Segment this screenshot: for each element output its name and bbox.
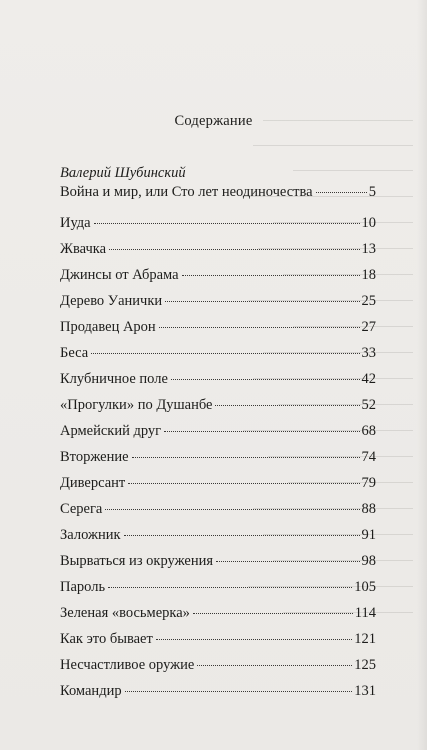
table-of-contents	[60, 184, 376, 709]
toc-entry-title: Диверсант	[60, 475, 126, 491]
toc-entry-page: 52	[361, 397, 376, 413]
toc-entry[interactable]	[60, 345, 376, 371]
toc-entry-title: Дерево Уанички	[60, 293, 163, 309]
toc-entry-page: 121	[354, 631, 376, 647]
toc-entry-title: Продавец Арон	[60, 319, 156, 335]
dot-leader	[215, 405, 359, 406]
toc-entry-title: Вторжение	[60, 449, 129, 465]
toc-entry-title: Джинсы от Абрама	[60, 267, 179, 283]
toc-entry[interactable]	[60, 371, 376, 397]
toc-entry-page: 88	[361, 501, 376, 517]
dot-leader	[108, 587, 352, 588]
toc-entry-title: «Прогулки» по Душанбе	[60, 397, 213, 413]
toc-entry-title: Жвачка	[60, 241, 107, 257]
toc-entry-page: 68	[361, 423, 376, 439]
toc-entry[interactable]	[60, 293, 376, 319]
dot-leader	[171, 379, 360, 380]
toc-entry-title: Несчастливое оружие	[60, 657, 195, 673]
dot-leader	[94, 223, 360, 224]
toc-entry[interactable]	[60, 631, 376, 657]
toc-entry-page: 10	[361, 215, 376, 231]
toc-entry[interactable]	[60, 267, 376, 293]
dot-leader	[125, 691, 353, 692]
dot-leader	[105, 509, 359, 510]
dot-leader	[124, 535, 360, 536]
toc-entry[interactable]	[60, 215, 376, 241]
toc-entry-title: Заложник	[60, 527, 121, 543]
toc-entry-title: Как это бывает	[60, 631, 153, 647]
toc-entry-page: 131	[354, 683, 376, 699]
toc-entry[interactable]	[60, 475, 376, 501]
toc-entry[interactable]	[60, 501, 376, 527]
dot-leader	[182, 275, 360, 276]
toc-entry[interactable]	[60, 449, 376, 475]
dot-leader	[159, 327, 360, 328]
toc-entry-title: Клубничное поле	[60, 371, 168, 387]
toc-entry[interactable]	[60, 657, 376, 683]
dot-leader	[197, 665, 352, 666]
toc-entry-preface[interactable]	[60, 184, 376, 215]
toc-entry-page: 13	[361, 241, 376, 257]
dot-leader	[156, 639, 352, 640]
toc-entry-page: 18	[361, 267, 376, 283]
toc-entry-page: 42	[361, 371, 376, 387]
toc-entry-page: 25	[361, 293, 376, 309]
toc-entry[interactable]	[60, 423, 376, 449]
dot-leader	[132, 457, 360, 458]
toc-entry-title: Пароль	[60, 579, 106, 595]
dot-leader	[164, 431, 359, 432]
toc-entry[interactable]	[60, 527, 376, 553]
contents-heading: Содержание	[174, 113, 253, 129]
toc-entry-page: 74	[361, 449, 376, 465]
toc-entry-title: Зеленая «восьмерка»	[60, 605, 190, 621]
toc-entry[interactable]	[60, 319, 376, 345]
dot-leader	[128, 483, 359, 484]
toc-entry[interactable]	[60, 397, 376, 423]
toc-entry[interactable]	[60, 605, 376, 631]
toc-entry-page: 33	[361, 345, 376, 361]
toc-entry-page: 114	[354, 605, 376, 621]
toc-entry-page: 105	[354, 579, 376, 595]
toc-entry-title: Вырваться из окружения	[60, 553, 214, 569]
dot-leader	[109, 249, 359, 250]
toc-entry-page: 91	[361, 527, 376, 543]
toc-entry-title: Армейский друг	[60, 423, 162, 439]
toc-entry-title: Командир	[60, 683, 122, 699]
toc-entry-page: 98	[361, 553, 376, 569]
toc-entry[interactable]	[60, 683, 376, 709]
toc-entry-title: Война и мир, или Сто лет неодиночества	[60, 184, 313, 200]
toc-entry[interactable]	[60, 579, 376, 605]
preface-author: Валерий Шубинский	[60, 165, 186, 181]
toc-entry-page: 79	[361, 475, 376, 491]
dot-leader	[165, 301, 359, 302]
toc-entry[interactable]	[60, 241, 376, 267]
toc-entry-page: 125	[354, 657, 376, 673]
dot-leader	[91, 353, 359, 354]
dot-leader	[216, 561, 359, 562]
toc-entry-page: 27	[361, 319, 376, 335]
dot-leader	[316, 192, 367, 193]
toc-entry-page: 5	[368, 184, 376, 200]
toc-entry-title: Серега	[60, 501, 103, 517]
dot-leader	[193, 613, 353, 614]
toc-entry-title: Беса	[60, 345, 89, 361]
toc-entry[interactable]	[60, 553, 376, 579]
toc-entry-title: Иуда	[60, 215, 91, 231]
